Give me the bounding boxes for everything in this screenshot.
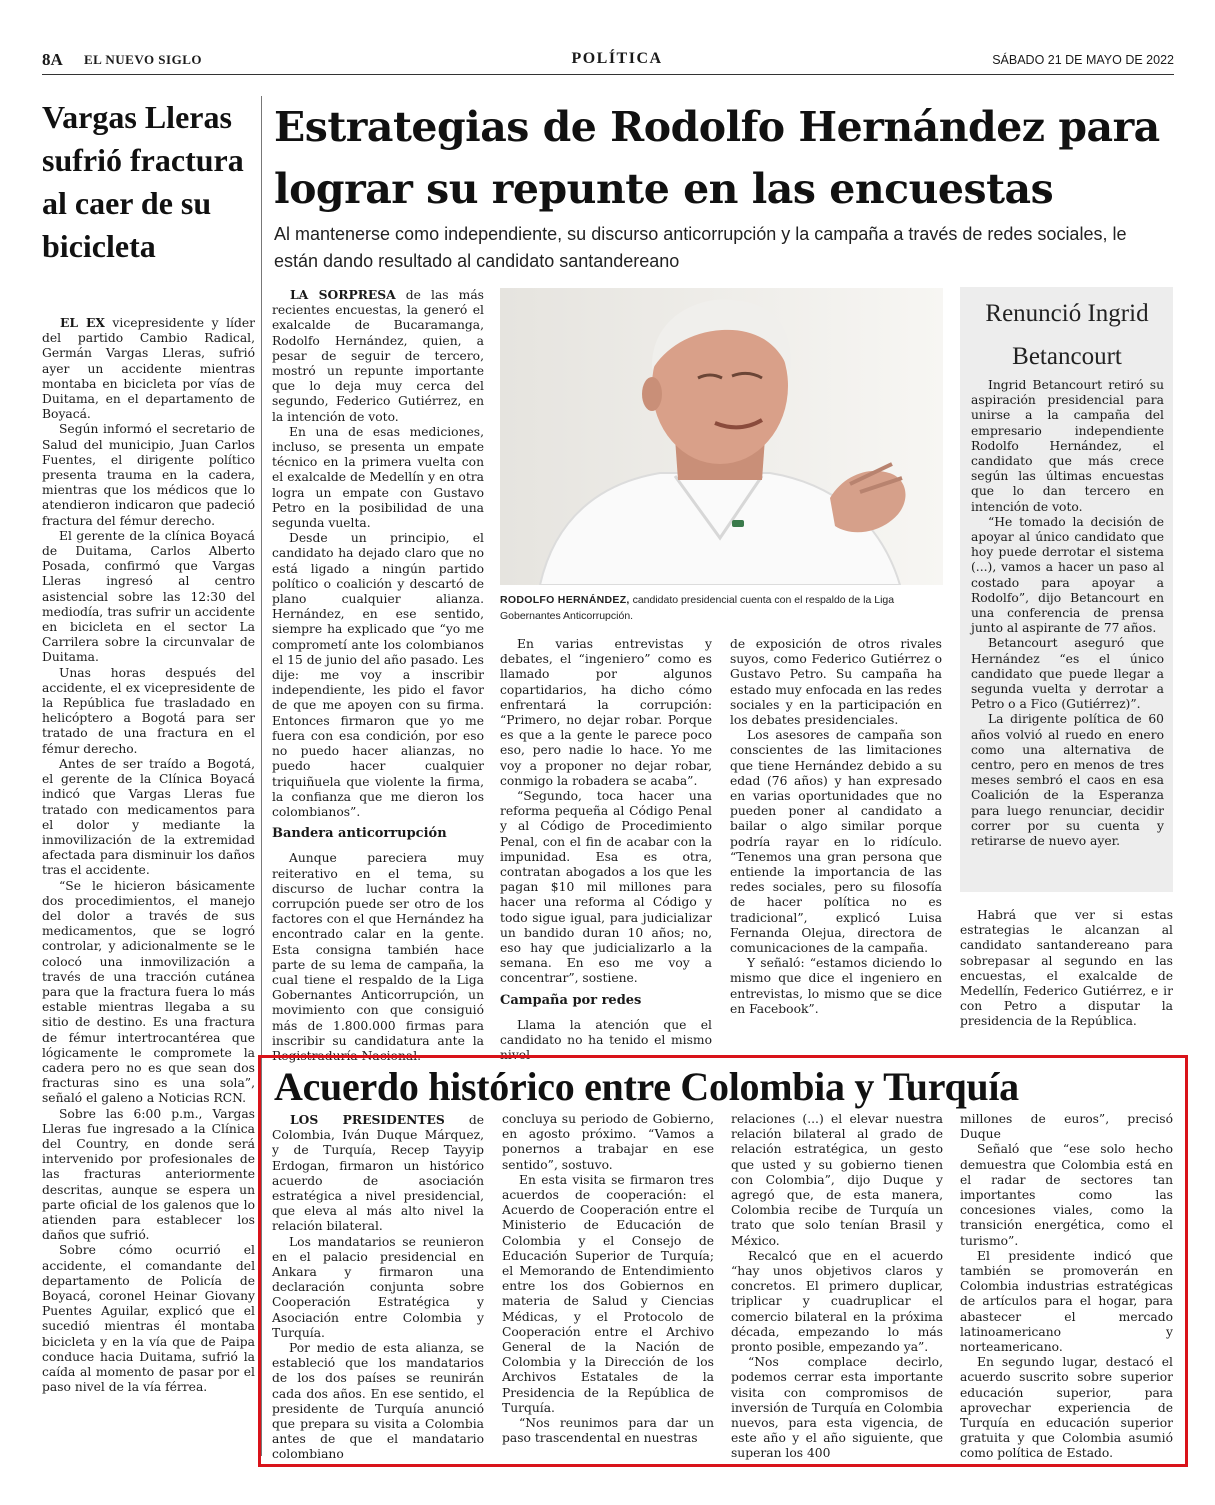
paragraph: LA SORPRESA de las más recientes encuestas, la generó el exalcalde de Bucaramanga, Rodolfo Hernández, quien, a pesar de seguir de tercero, mostró un repunte importante que lo deja muy cerca del segundo, Federico Gutiérrez, en la intención de voto. (272, 287, 484, 424)
acuerdo-column-4 (960, 1112, 1173, 1462)
paragraph: Y señaló: “estamos diciendo lo mismo que dice el ingeniero en entrevistas, lo mismo que se dice en Facebook”. (730, 956, 942, 1016)
acuerdo-article-title: Acuerdo histórico entre Colombia y Turquía (274, 1064, 1019, 1109)
lead-word: LA SORPRESA (290, 287, 396, 302)
main-article-column-3 (730, 637, 942, 1017)
section-name: POLÍTICA (571, 50, 663, 67)
main-article-column-2 (500, 637, 712, 1063)
paragraph: Unas horas después del accidente, el ex vicepresidente de la República fue trasladado en helicóptero a Bogotá para ser tratado de una fractura en el fémur derecho. (42, 665, 255, 756)
paragraph: de exposición de otros rivales suyos, como Federico Gutiérrez o Gustavo Petro. Su campaña ha estado muy enfocada en las redes sociales y en la participación en los debates presidenciales. (730, 637, 942, 728)
candidate-photo (500, 288, 943, 585)
main-article-closing (960, 908, 1173, 1030)
paragraph: Desde un principio, el candidato ha dejado claro que no está ligado a ningún partido político o coalición y descartó de plano cualquier alianza. Hernández, en ese sentido, siempre ha explicado que “yo me comprometí ante los colombianos el 15 de junio del año pasado. Les dije: me voy a inscribir independiente, les pido el favor de que me apoyen con su firma. Entonces firmaron que yo me fuera con esa condición, por eso no puedo hacer alianzas, no puedo hacer cualquier triquiñuela que violente la firma, la confianza que me dieron los colombianos”. (272, 531, 484, 819)
photo-caption: RODOLFO HERNÁNDEZ, candidato presidencial cuenta con el respaldo de la Liga Gobernantes Anticorrupción. (500, 594, 895, 622)
paragraph: “Nos reunimos para dar un paso trascendental en nuestras (502, 1416, 714, 1446)
side-article-title: Vargas Lleras sufrió fractura al caer de su bicicleta (42, 99, 244, 264)
paragraph: “He tomado la decisión de apoyar al único candidato que hoy puede derrotar el sistema (...), vamos a hacer un paso al costado para apoyar a Rodolfo”, dijo Betancourt en una conferencia de prensa junto al aspirante de 77 años. (971, 514, 1164, 636)
paragraph: Sobre las 6:00 p.m., Vargas Lleras fue ingresado a la Clínica del Country, en donde será intervenido por profesionales de las fracturas anteriormente descritas, aunque se espera un parte oficial de los galenos que lo atienden para establecer los daños que sufrió. (42, 1106, 255, 1243)
paragraph: Los asesores de campaña son conscientes de las limitaciones que tiene Hernández debido a su edad (76 años) y han expresado en varias oportunidades que no pueden poner al candidato a bailar o algo similar porque podría rayar en lo ridículo. “Tenemos una gran persona que entiende la importancia de las redes sociales, pero su filosofía de hacer política no es tradicional”, explicó Luisa Fernanda Olejua, directora de comunicaciones de la campaña. (730, 728, 942, 956)
acuerdo-column-2 (502, 1112, 714, 1446)
issue-date: SÁBADO 21 DE MAYO DE 2022 (992, 53, 1174, 67)
lead-word: LOS PRESIDENTES (290, 1112, 445, 1127)
paragraph: Betancourt aseguró que Hernández “es el único candidato que puede llegar a segunda vuelta y derrotar a Petro o a Fico (Gutiérrez)”. (971, 636, 1164, 712)
paragraph: El gerente de la clínica Boyacá de Duitama, Carlos Alberto Posada, confirmó que Vargas Lleras ingresó al centro asistencial sobre las 12:30 del mediodía, tras sufrir un accidente en bicicleta en el sector La Carrilera sobre la circunvalar de Duitama. (42, 528, 255, 665)
paragraph: EL EX vicepresidente y líder del partido Cambio Radical, Germán Vargas Lleras, sufrió ayer un accidente mientras montaba en bicicleta por vías de Duitama, en el departamento de Boyacá. (42, 315, 256, 422)
page-header (42, 50, 1174, 72)
paragraph: Sobre cómo ocurrió el accidente, el comandante del departamento de Policía de Boyacá, coronel Heinar Giovany Puentes Aguilar, explicó que el sucedió mientras él montaba bicicleta y en la vía que de Paipa conduce hacia Duitama, sufrió la caída al momento de pasar por el paso nivel de la vía férrea. (42, 1243, 255, 1395)
paragraph: Ingrid Betancourt retiró su aspiración presidencial para unirse a la campaña del empresario independiente Rodolfo Hernández, el candidato que más crece según las últimas encuestas que lo dan tercero en intención de voto. (971, 378, 1164, 514)
paragraph: millones de euros”, precisó Duque (960, 1112, 1173, 1142)
paragraph: Habrá que ver si estas estrategias le alcanzan al candidato santandereano para sobrepasar al segundo en las encuestas, el exalcalde de Medellín, Federico Gutiérrez, e ir con Petro a disputar la presidencia de la República. (960, 908, 1173, 1029)
paragraph: El presidente indicó que también se promoverán en Colombia industrias estratégicas de artículos para el hogar, para abastecer el mercado latinoamericano y norteamericano. (960, 1248, 1173, 1355)
paragraph: Antes de ser traído a Bogotá, el gerente de la Clínica Boyacá indicó que Vargas Lleras fue tratado con medicamentos para el dolor y mediante la inmovilización de la extremidad afectada para disminuir los daños tras el accidente. (42, 756, 255, 878)
page-number: 8A (42, 50, 63, 69)
newspaper-name: EL NUEVO SIGLO (84, 52, 202, 67)
paragraph: relaciones (...) el elevar nuestra relación bilateral al grado de relación estratégica, un gesto que usted y su gobierno tienen con Colombia”, dijo Duque y agregó que, de esta manera, Colombia recibe de Turquía un trato que solo tenían Brasil y México. (731, 1112, 943, 1248)
paragraph: Señaló que “ese solo hecho demuestra que Colombia está en el radar de sectores tan importantes como las concesiones viales, como la transición energética, como el turismo”. (960, 1142, 1173, 1248)
paragraph: En esta visita se firmaron tres acuerdos de cooperación: el Acuerdo de Cooperación entre el Ministerio de Educación de Colombia y el Consejo de Educación Superior de Turquía; el Memorando de Entendimiento entre los dos Gobiernos en materia de Salud y Ciencias Médicas, y el Protocolo de Cooperación entre el Archivo General de la Nación de Colombia y la Dirección de los Archivos Estatales de la Presidencia de la República de Turquía. (502, 1172, 714, 1415)
subheading: Campaña por redes (500, 992, 642, 1008)
paragraph: Llama la atención que el candidato no ha tenido el mismo nivel (500, 1017, 712, 1063)
paragraph: “Nos complace decirlo, podemos cerrar esta importante visita con compromisos de inversión de Turquía en Colombia nuevos, para esta vigencia, de este año y el año siguiente, que superan los 400 (731, 1355, 943, 1461)
acuerdo-column-1 (272, 1112, 484, 1463)
paragraph: En varias entrevistas y debates, el “ingeniero” como es llamado por algunos copartidarios, ha dicho cómo enfrentará la corrupción: “Primero, no dejar robar. Porque es que a la gente le parece poco eso, pero nadie lo hace. Yo me voy a proponer no dejar robar, conmigo la robadera se acaba”. (500, 637, 712, 788)
paragraph: Los mandatarios se reunieron en el palacio presidencial en Ankara y firmaron una declaración conjunta sobre Cooperación Estratégica y Asociación entre Colombia y Turquía. (272, 1234, 484, 1340)
main-article-title: Estrategias de Rodolfo Hernández para lograr su repunte en las encuestas (274, 103, 1160, 213)
header-rule (42, 74, 1174, 75)
paragraph: “Se le hicieron básicamente dos procedimientos, el manejo del dolor a través de sus medicamentos, que se logró controlar, y adicionalmente se le colocó una inmovilización a través de una tracción cutánea para que la fractura fuera lo más estable mientras llegaba a su sitio de destino. Es una fractura de fémur intertrocantérea que lógicamente le compromete la cadera pero no es que sean dos fracturas sino es una sola”, señaló el galeno a Noticias RCN. (42, 878, 255, 1106)
paragraph: LOS PRESIDENTES de Colombia, Iván Duque Márquez, y de Turquía, Recep Tayyip Erdogan, firmaron un histórico acuerdo de asociación estratégica a nivel presidencial, que eleva al más alto nivel la relación bilateral. (272, 1112, 485, 1234)
paragraph: Recalcó que en el acuerdo “hay unos objetivos claros y concretos. El primero duplicar, triplicar y cuadruplicar el comercio bilateral en la próxima década, empezando lo más pronto posible, empezando ya”. (731, 1248, 943, 1355)
paragraph: Por medio de esta alianza, se estableció que los mandatarios de los dos países se reunirán cada dos años. En ese sentido, el presidente de Turquía anunció que prepara su visita a Colombia antes de que el mandatario colombiano (272, 1341, 484, 1462)
sidebar-box-title: Renunció Ingrid Betancourt (985, 300, 1149, 370)
paragraph: Aunque pareciera muy reiterativo en el tema, su discurso de luchar contra la corrupción puede ser otro de los factores con el que Hernández ha encontrado calar en la gente. Esta consigna también hace parte de su lema de campaña, la cual tiene el respaldo de la Liga Gobernantes Anticorrupción, un movimiento con que consiguió más de 1.800.000 firmas para inscribir su candidatura ante la Registraduría Nacional. (272, 851, 484, 1063)
paragraph: En una de esas mediciones, incluso, se presenta un empate técnico en la primera vuelta con el exalcalde de Medellín y en otra logra un empate con Gustavo Petro en la posibilidad de una segunda vuelta. (272, 424, 484, 531)
lead-word: EL EX (60, 315, 105, 330)
sidebar-box-body (971, 378, 1164, 849)
caption-name: RODOLFO HERNÁNDEZ, (500, 594, 630, 606)
paragraph: concluya su periodo de Gobierno, en agosto próximo. “Vamos a ponernos a trabajar en ese sentido”, sostuvo. (502, 1112, 714, 1172)
paragraph: Según informó el secretario de Salud del municipio, Juan Carlos Fuentes, el dirigente político presenta trauma en la cadera, mientras que los médicos que lo atendieron indicaron que padeció fractura del fémur derecho. (42, 422, 255, 528)
paragraph: La dirigente política de 60 años volvió al ruedo en enero como una alternativa de centro, pero en menos de tres meses sembró el caos en esa Coalición de la Esperanza para luego renunciar, decidir correr por su cuenta y retirarse de nuevo ayer. (971, 712, 1164, 849)
side-article-body (42, 315, 255, 1395)
paragraph: “Segundo, toca hacer una reforma pequeña al Código Penal y al Código de Procedimiento Penal, con el fin de acabar con la impunidad. Esa es otra, contratan abogados a los que les pagan $10 mil millones para hacer una reforma al Código y todo sigue igual, para judicializar un bandido duran 10 años; no, eso hay que judicializarlo a la semana. En eso me voy a concentrar”, sostiene. (500, 789, 712, 986)
main-article-deck: Al mantenerse como independiente, su discurso anticorrupción y la campaña a través de redes sociales, le están dando resultado al candidato santandereano (274, 224, 1127, 271)
main-article-column-1 (272, 287, 484, 1064)
acuerdo-column-3 (731, 1112, 943, 1462)
paragraph: En segundo lugar, destacó el acuerdo suscrito sobre superior educación superior, para aprovechar experiencia de Turquía en educación superior gratuita y que Colombia asumió como política de Estado. (960, 1355, 1173, 1461)
subheading: Bandera anticorrupción (272, 826, 447, 842)
portrait-illustration (500, 288, 943, 585)
